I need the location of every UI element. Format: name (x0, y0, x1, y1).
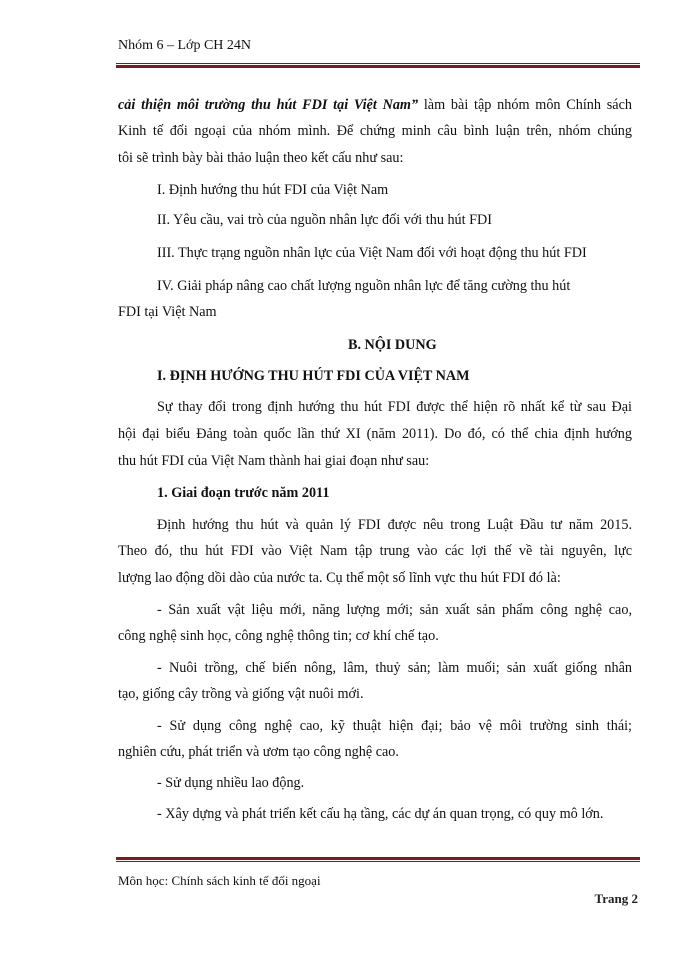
para1-line-3: thu hút FDI của Việt Nam thành hai giai đoạn như sau: (118, 453, 430, 469)
para1-line-2: hội đại biểu Đảng toàn quốc lần thứ XI (năm 2011). Do đó, có thể chia định hướng (118, 426, 632, 442)
bullet-3-line-1: - Sử dụng công nghệ cao, kỹ thuật hiện đại; bảo vệ môi trường sinh thái; (157, 718, 632, 734)
para2-line-2: Theo đó, thu hút FDI vào Việt Nam tập trung vào các lợi thế về tài nguyên, lực (118, 543, 632, 559)
footer-subject: Môn học: Chính sách kinh tế đối ngoại (118, 873, 321, 888)
outline-item-4-cont: FDI tại Việt Nam (118, 304, 217, 320)
outline-item-2: II. Yêu cầu, vai trò của nguồn nhân lực đối với thu hút FDI (157, 212, 492, 228)
heading-1: I. ĐỊNH HƯỚNG THU HÚT FDI CỦA VIỆT NAM (157, 368, 470, 384)
header-rule (116, 63, 640, 68)
outline-item-1: I. Định hướng thu hút FDI của Việt Nam (157, 182, 389, 198)
intro-line-1-rest: làm bài tập nhóm môn Chính sách (418, 97, 632, 113)
bullet-5-line-1: - Xây dựng và phát triển kết cấu hạ tầng, các dự án quan trọng, có quy mô lớn. (157, 806, 604, 822)
footer-page-number: Trang 2 (594, 891, 638, 906)
bullet-1-line-2: công nghệ sinh học, công nghệ thông tin; cơ khí chế tạo. (118, 628, 439, 644)
intro-quote-bold: cải thiện môi trường thu hút FDI tại Việt Nam” (118, 97, 419, 113)
footer-rule (116, 857, 640, 862)
bullet-2-line-2: tạo, giống cây trồng và giống vật nuôi mới. (118, 686, 364, 702)
heading-2: 1. Giai đoạn trước năm 2011 (157, 485, 330, 501)
intro-line-3: tôi sẽ trình bày bài thảo luận theo kết cấu như sau: (118, 150, 404, 166)
outline-item-3: III. Thực trạng nguồn nhân lực của Việt Nam đối với hoạt động thu hút FDI (157, 245, 587, 261)
para2-line-1: Định hướng thu hút và quản lý FDI được nêu trong Luật Đầu tư năm 2015. (157, 517, 632, 533)
bullet-4-line-1: - Sử dụng nhiều lao động. (157, 775, 305, 791)
header-group-label: Nhóm 6 – Lớp CH 24N (118, 38, 252, 53)
bullet-2-line-1: - Nuôi trồng, chế biến nông, lâm, thuỷ sản; làm muối; sản xuất giống nhân (157, 660, 632, 676)
intro-line-1 (118, 97, 632, 114)
section-title: B. NỘI DUNG (348, 337, 437, 353)
para2-line-3: lượng lao động dồi dào của nước ta. Cụ thể một số lĩnh vực thu hút FDI đó là: (118, 570, 561, 586)
para1-line-1: Sự thay đổi trong định hướng thu hút FDI được thể hiện rõ nhất kể từ sau Đại (157, 399, 632, 415)
bullet-1-line-1: - Sản xuất vật liệu mới, năng lượng mới; sản xuất sản phẩm công nghệ cao, (157, 602, 632, 618)
outline-item-4: IV. Giải pháp nâng cao chất lượng nguồn nhân lực để tăng cường thu hút (157, 278, 571, 294)
intro-line-2: Kinh tế đối ngoại của nhóm mình. Để chứng minh câu bình luận trên, nhóm chúng (118, 123, 632, 139)
bullet-3-line-2: nghiên cứu, phát triển và ươm tạo công nghệ cao. (118, 744, 399, 760)
